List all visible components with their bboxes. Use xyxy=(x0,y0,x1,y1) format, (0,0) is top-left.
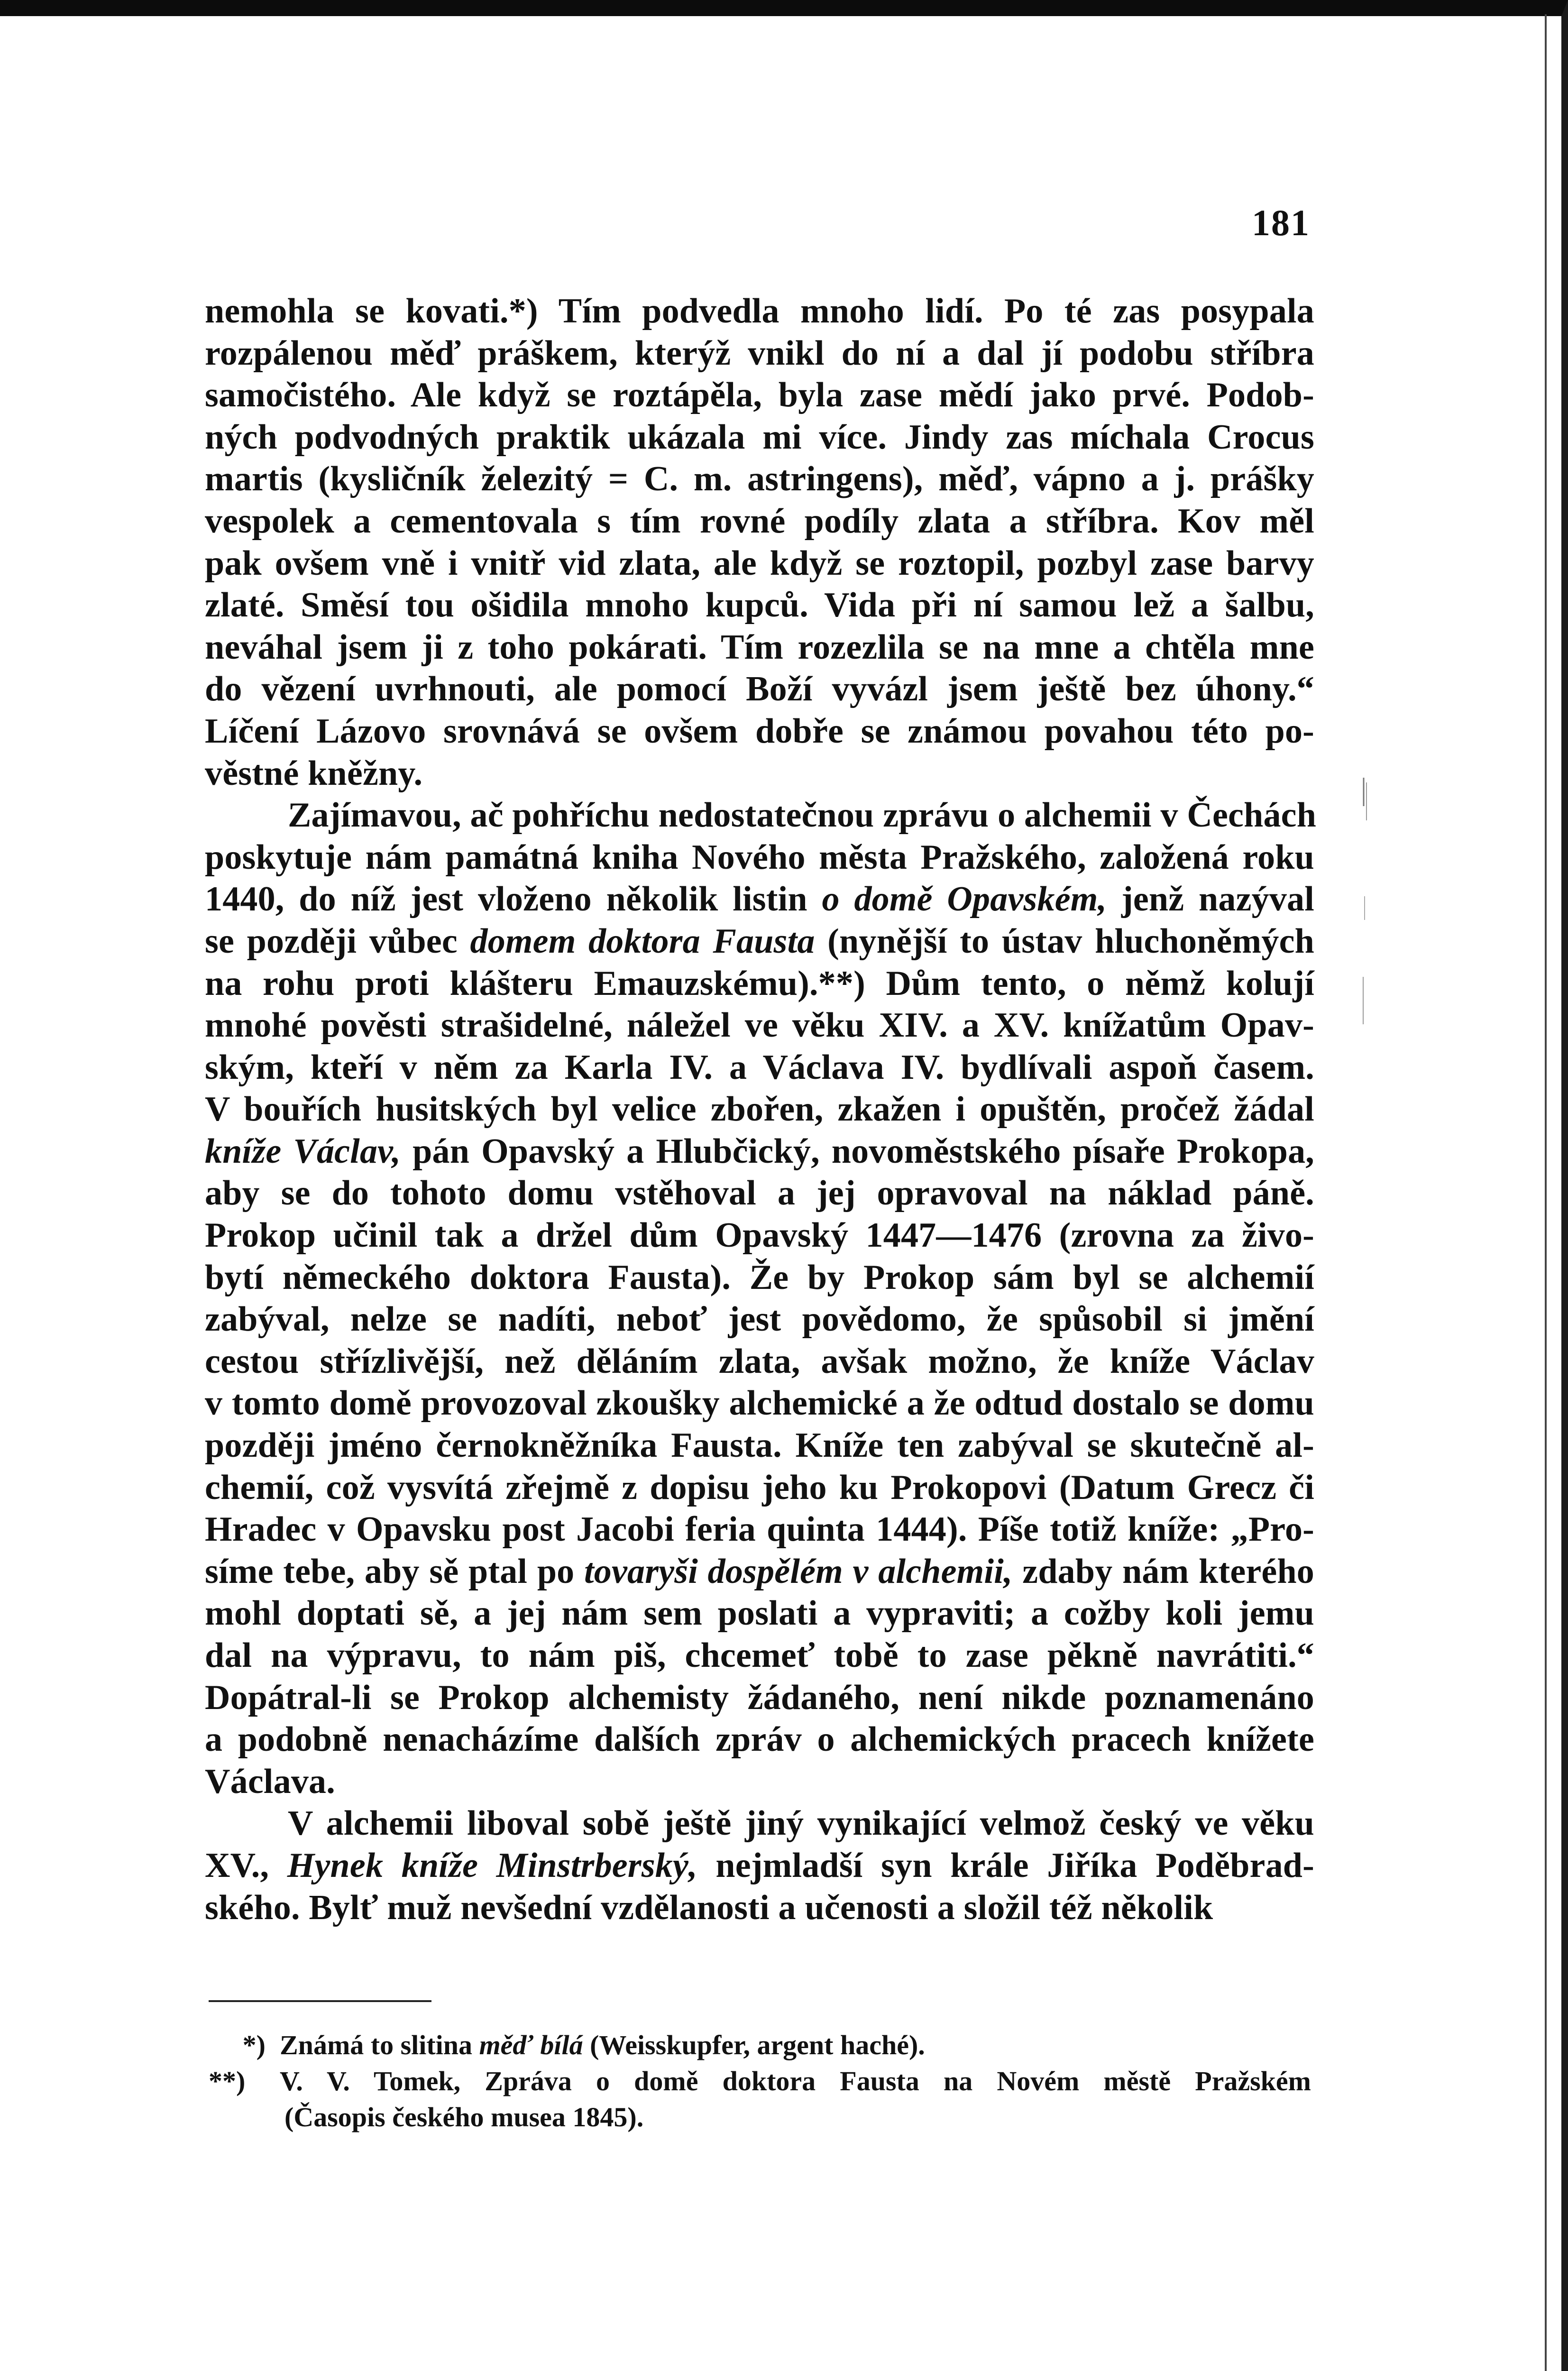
text-segment: a podobně nenacházíme dalších zpráv o alchemických pracech knížete xyxy=(205,1720,1314,1759)
text-segment: ných podvodných praktik ukázala mi více. Jindy zas míchala Crocus xyxy=(205,417,1314,457)
footnote-2 xyxy=(209,2063,1311,2099)
text-segment: chemií, což vysvítá zřejmě z dopisu jeho ku Prokopovi (Datum Grecz či xyxy=(205,1468,1314,1507)
text-segment: Zajímavou, ač pohříchu nedostatečnou zprávu o alchemii v Čechách xyxy=(288,796,1317,835)
text-segment: Líčení Lázovo srovnává se ovšem dobře se známou povahou této po- xyxy=(205,711,1314,751)
text-line xyxy=(205,920,1314,963)
text-segment: vespolek a cementovala s tím rovné podíly zlata a stříbra. Kov měl xyxy=(205,501,1314,541)
text-segment: XV., xyxy=(205,1846,287,1885)
text-segment: ským, kteří v něm za Karla IV. a Václava IV. bydlívali aspoň časem. xyxy=(205,1048,1314,1087)
text-line xyxy=(205,1508,1314,1551)
italic-text: o domě Opavském, xyxy=(822,880,1107,919)
text-line xyxy=(205,584,1314,626)
text-segment: V alchemii liboval sobě ještě jiný vynikající velmož český ve věku xyxy=(288,1804,1314,1843)
footnote-italic: měď bílá xyxy=(479,2030,583,2060)
text-line xyxy=(205,542,1314,585)
text-segment: na rohu proti klášteru Emauzskému).**) Dům tento, o němž kolují xyxy=(205,964,1314,1003)
text-segment: V bouřích husitských byl velice zbořen, zkažen i opuštěn, pročež žádal xyxy=(205,1090,1314,1129)
text-segment: pán Opavský a Hlubčický, novoměstského písaře Prokopa, xyxy=(401,1131,1314,1171)
text-line xyxy=(205,374,1314,416)
text-segment: zabýval, nelze se nadíti, neboť jest povědomo, že spůsobil si jmění xyxy=(205,1300,1314,1339)
text-segment: 1440, do níž jest vloženo několik listin xyxy=(205,880,822,919)
text-segment: Václava. xyxy=(205,1762,335,1801)
text-segment: později jméno černokněžníka Fausta. Kníže ten zabýval se skutečně al- xyxy=(205,1426,1314,1465)
text-line xyxy=(205,1424,1314,1467)
text-line xyxy=(205,1088,1314,1130)
text-line xyxy=(205,1172,1314,1214)
italic-text: Hynek kníže Minstrberský, xyxy=(287,1846,697,1885)
text-segment: martis (kysličník železitý = C. m. astringens), měď, vápno a j. prášky xyxy=(205,459,1314,499)
footnote-divider xyxy=(209,2000,431,2002)
text-line xyxy=(205,794,1317,836)
text-line xyxy=(205,1635,1314,1677)
text-line xyxy=(205,1257,1314,1299)
text-segment: Prokop učinil tak a držel dům Opavský 1447—1476 (zrovna za živo- xyxy=(205,1216,1314,1255)
italic-text: kníže Václav, xyxy=(205,1131,401,1171)
italic-text: tovaryši dospělém v alchemii, xyxy=(584,1552,1013,1591)
text-segment: síme tebe, aby sě ptal po xyxy=(205,1552,585,1591)
text-segment: aby se do tohoto domu vstěhoval a jej opravoval na náklad páně. xyxy=(205,1174,1314,1213)
text-line xyxy=(205,332,1314,375)
text-segment: mohl doptati sě, a jej nám sem poslati a vypraviti; a cožby koli jemu xyxy=(205,1594,1314,1633)
text-segment: v tomto domě provozoval zkoušky alchemické a že odtud dostalo se domu xyxy=(205,1384,1314,1423)
text-line xyxy=(205,1047,1314,1089)
text-line xyxy=(205,290,1314,332)
footnote-text: (Weisskupfer, argent haché). xyxy=(583,2030,925,2060)
text-line xyxy=(205,626,1314,669)
footnote-text: V. V. Tomek, Zpráva o domě doktora Fausta na Novém městě Pražském xyxy=(280,2066,1311,2096)
footnote-marker: *) xyxy=(242,2030,266,2060)
text-line xyxy=(205,1298,1314,1341)
text-line xyxy=(205,1719,1314,1761)
text-line xyxy=(205,836,1314,879)
text-line xyxy=(205,1677,1314,1719)
text-segment: pak ovšem vně i vnitř vid zlata, ale když se roztopil, pozbyl zase barvy xyxy=(205,543,1314,583)
text-segment: dal na výpravu, to nám piš, chcemeť tobě to zase pěkně navrátiti.“ xyxy=(205,1636,1314,1675)
text-line xyxy=(205,1382,1314,1424)
text-line xyxy=(205,1004,1314,1047)
text-line xyxy=(205,1130,1314,1173)
page-number: 181 xyxy=(1252,202,1310,243)
text-line xyxy=(205,753,1314,795)
text-segment: (nynější to ústav hluchoněmých xyxy=(815,921,1314,961)
text-segment: bytí německého doktora Fausta). Že by Prokop sám byl se alchemií xyxy=(205,1258,1314,1297)
text-line xyxy=(205,710,1314,753)
text-segment: Dopátral-li se Prokop alchemisty žádaného, není nikde poznamenáno xyxy=(205,1678,1314,1717)
text-segment: ského. Bylť muž nevšední vzdělanosti a učenosti a složil též několik xyxy=(205,1888,1213,1927)
text-line xyxy=(205,1592,1314,1635)
text-line xyxy=(205,1341,1314,1383)
text-segment: Hradec v Opavsku post Jacobi feria quinta 1444). Píše totiž kníže: „Pro- xyxy=(205,1510,1314,1549)
text-segment: poskytuje nám památná kniha Nového města Pražského, založená roku xyxy=(205,837,1314,877)
text-segment: nemohla se kovati.*) Tím podvedla mnoho lidí. Po té zas posypala xyxy=(205,292,1314,331)
footnotes xyxy=(209,2027,1311,2135)
scan-edge-line xyxy=(1545,14,1547,2371)
text-line xyxy=(205,1551,1314,1593)
text-line xyxy=(205,1887,1314,1929)
footnote-1 xyxy=(209,2027,1311,2063)
text-line xyxy=(205,878,1314,920)
text-segment: samočistého. Ale když se roztápěla, byla zase mědí jako prvé. Podob- xyxy=(205,376,1314,415)
text-segment: rozpálenou měď práškem, kterýž vnikl do ní a dal jí podobu stříbra xyxy=(205,333,1314,373)
text-segment: jenž nazýval xyxy=(1107,880,1315,919)
text-segment: se později vůbec xyxy=(205,921,470,961)
text-line xyxy=(205,1845,1314,1887)
text-segment: zlaté. Směsí tou ošidila mnoho kupců. Vida při ní samou lež a šalbu, xyxy=(205,586,1314,625)
text-line xyxy=(205,1214,1314,1257)
text-line xyxy=(205,1761,1314,1803)
text-segment: nejmladší syn krále Jiříka Poděbrad- xyxy=(697,1846,1315,1885)
italic-text: domem doktora Fausta xyxy=(470,921,815,961)
text-segment: cestou střízlivější, než děláním zlata, avšak možno, že kníže Václav xyxy=(205,1342,1314,1381)
text-line xyxy=(205,668,1314,710)
text-segment: do vězení uvrhnouti, ale pomocí Boží vyvázl jsem ještě bez úhony.“ xyxy=(205,670,1314,709)
body-text xyxy=(205,290,1317,1929)
footnote-2-continuation: (Časopis českého musea 1845). xyxy=(284,2102,644,2132)
text-segment: mnohé pověsti strašidelné, náležel ve věku XIV. a XV. knížatům Opav- xyxy=(205,1006,1314,1045)
text-segment: věstné kněžny. xyxy=(205,754,423,793)
text-segment: neváhal jsem ji z toho pokárati. Tím rozezlila se na mne a chtěla mne xyxy=(205,627,1314,667)
footnote-text: Známá to slitina xyxy=(280,2030,479,2060)
text-segment: zdaby nám kterého xyxy=(1012,1552,1315,1591)
footnote-marker: **) xyxy=(209,2066,246,2096)
text-line xyxy=(205,1467,1314,1509)
text-line xyxy=(205,500,1314,542)
text-line xyxy=(205,963,1314,1005)
margin-pencil-marks xyxy=(1361,778,1370,1024)
text-line xyxy=(205,1802,1314,1845)
text-line xyxy=(205,458,1314,500)
text-line xyxy=(205,416,1314,459)
